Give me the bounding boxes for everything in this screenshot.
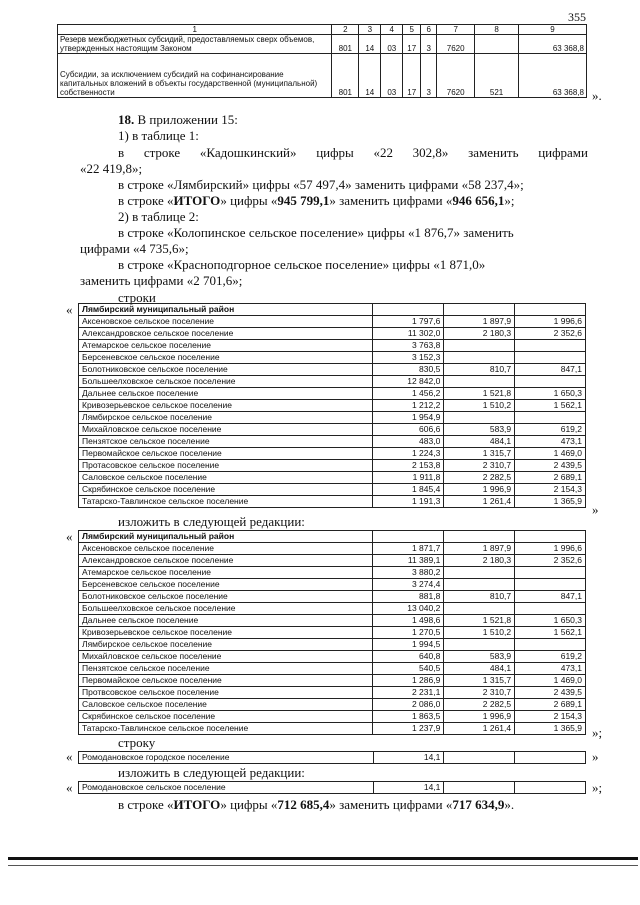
value-cell <box>515 376 586 388</box>
table-row <box>79 782 586 794</box>
value-cell: 2 180,3 <box>444 555 515 567</box>
table-row <box>79 675 586 687</box>
table-row <box>79 567 586 579</box>
cell: 14 <box>359 54 381 98</box>
value-cell: 640,8 <box>373 651 444 663</box>
settlement-name: Большеелховское сельское поселение <box>79 603 373 615</box>
header-cell: 9 <box>519 25 587 35</box>
value-cell: 810,7 <box>444 364 515 376</box>
opening-quote: « <box>66 529 73 544</box>
value-cell <box>444 639 515 651</box>
value-cell: 1 212,2 <box>373 400 444 412</box>
cell: 63 368,8 <box>519 35 587 54</box>
value-cell: 583,9 <box>444 424 515 436</box>
value-cell: 1 315,7 <box>444 448 515 460</box>
value-cell: 14,1 <box>373 782 444 794</box>
old-rows-table <box>78 303 586 508</box>
single-row-old-table <box>78 751 586 764</box>
table-row <box>79 627 586 639</box>
value-cell: 14,1 <box>373 752 444 764</box>
value-cell: 847,1 <box>515 364 586 376</box>
opening-quote: « <box>66 780 73 795</box>
settlement-name: Болотниковское сельское поселение <box>79 364 373 376</box>
table-row <box>79 723 586 735</box>
value-cell: 473,1 <box>515 436 586 448</box>
row-name: Субсидии, за исключением субсидий на софинансирование капитальных вложений в объекты государственной (муниципальной) собственности <box>58 54 332 98</box>
table-row <box>79 352 586 364</box>
value-cell: 1 286,9 <box>373 675 444 687</box>
paragraph-line <box>118 797 514 813</box>
value-cell: 11 302,0 <box>373 328 444 340</box>
settlement-name: Дальнее сельское поселение <box>79 615 373 627</box>
settlement-name: Михайловское сельское поселение <box>79 424 373 436</box>
table-header-row <box>79 304 586 316</box>
value-cell: 1 469,0 <box>515 675 586 687</box>
value-cell: 1 911,8 <box>373 472 444 484</box>
table-row <box>79 364 586 376</box>
settlement-name: Ромодановское городское поселение <box>79 752 374 764</box>
header-cell: 7 <box>437 25 475 35</box>
table-row <box>79 484 586 496</box>
closing-quote: ». <box>592 88 602 103</box>
value-cell: 2 086,0 <box>373 699 444 711</box>
district-header: Лямбирский муниципальный район <box>79 304 373 316</box>
value-cell: 3 763,8 <box>373 340 444 352</box>
item-number: 18. <box>118 112 135 127</box>
cell: 17 <box>403 54 421 98</box>
value-cell: 484,1 <box>444 436 515 448</box>
value-cell: 1 521,8 <box>444 388 515 400</box>
value-cell: 1 996,9 <box>444 711 515 723</box>
table-row <box>79 579 586 591</box>
table-row <box>79 436 586 448</box>
settlement-name: Саловское сельское поселение <box>79 699 373 711</box>
value-cell: 1 562,1 <box>515 627 586 639</box>
value-cell: 2 154,3 <box>515 711 586 723</box>
table-row <box>79 340 586 352</box>
table-row <box>79 651 586 663</box>
value-cell: 1 863,5 <box>373 711 444 723</box>
value-cell: 2 352,6 <box>515 328 586 340</box>
value-cell: 2 352,6 <box>515 555 586 567</box>
value-cell <box>444 603 515 615</box>
settlement-name: Скрябинское сельское поселение <box>79 711 373 723</box>
value-cell: 1 261,4 <box>444 723 515 735</box>
paragraph-line: строку <box>118 735 156 750</box>
value-cell: 2 689,1 <box>515 472 586 484</box>
table-row <box>79 400 586 412</box>
value-cell: 1 954,9 <box>373 412 444 424</box>
paragraph-line: в строке «Красноподгорное сельское поселение» цифры «1 871,0» <box>118 257 486 272</box>
settlement-name: Первомайское сельское поселение <box>79 448 373 460</box>
settlement-name: Александровское сельское поселение <box>79 555 373 567</box>
header-cell: 1 <box>58 25 332 35</box>
cell: 17 <box>403 35 421 54</box>
cell: 521 <box>475 54 519 98</box>
settlement-name: Татарско-Тавлинское сельское поселение <box>79 723 373 735</box>
value-cell <box>515 412 586 424</box>
new-rows-table <box>78 530 586 735</box>
value-cell: 2 231,1 <box>373 687 444 699</box>
value-cell: 1 498,6 <box>373 615 444 627</box>
single-row-new-table <box>78 781 586 794</box>
subitem-2: 2) в таблице 2: <box>118 209 199 224</box>
settlement-name: Лямбирское сельское поселение <box>79 412 373 424</box>
text-part: » заменить цифрами « <box>329 797 453 812</box>
closing-quote: » <box>592 502 599 517</box>
table-row <box>58 35 587 54</box>
value-cell: 1 365,9 <box>515 723 586 735</box>
value-cell <box>444 567 515 579</box>
cell <box>475 35 519 54</box>
value-cell <box>515 567 586 579</box>
value-cell: 1 261,4 <box>444 496 515 508</box>
cell: 801 <box>332 35 359 54</box>
cell: 63 368,8 <box>519 54 587 98</box>
closing-quote: » <box>592 749 599 764</box>
budget-table-header <box>58 25 587 35</box>
empty-cell <box>373 304 444 316</box>
header-cell: 2 <box>332 25 359 35</box>
settlement-name: Болотниковское сельское поселение <box>79 591 373 603</box>
paragraph-line <box>118 193 514 209</box>
cell: 7620 <box>437 54 475 98</box>
header-cell: 6 <box>421 25 437 35</box>
settlement-name: Протвсовское сельское поселение <box>79 687 373 699</box>
value-cell: 1 797,6 <box>373 316 444 328</box>
settlement-name: Лямбирское сельское поселение <box>79 639 373 651</box>
page-divider <box>8 857 638 860</box>
value-cell: 583,9 <box>444 651 515 663</box>
value-cell: 881,8 <box>373 591 444 603</box>
value-cell <box>444 752 515 764</box>
cell: 03 <box>381 35 403 54</box>
value-cell: 2 153,8 <box>373 460 444 472</box>
value-cell: 3 152,3 <box>373 352 444 364</box>
table-row <box>79 699 586 711</box>
table-row <box>79 388 586 400</box>
page-number: 355 <box>568 10 586 24</box>
subitem-1: 1) в таблице 1: <box>118 128 199 143</box>
opening-quote: « <box>66 302 73 317</box>
value-cell: 606,6 <box>373 424 444 436</box>
value-cell: 1 510,2 <box>444 400 515 412</box>
value-cell: 1 191,3 <box>373 496 444 508</box>
value-cell: 619,2 <box>515 651 586 663</box>
value-cell: 1 237,9 <box>373 723 444 735</box>
settlement-name: Первомайское сельское поселение <box>79 675 373 687</box>
value-cell: 484,1 <box>444 663 515 675</box>
opening-quote: « <box>66 749 73 764</box>
table-row <box>79 639 586 651</box>
closing-quote: »; <box>592 780 603 795</box>
settlement-name: Протасовское сельское поселение <box>79 460 373 472</box>
value-cell: 1 562,1 <box>515 400 586 412</box>
cell: 801 <box>332 54 359 98</box>
paragraph-line: цифрами «4 735,6»; <box>80 241 189 256</box>
value-cell <box>515 579 586 591</box>
district-header: Лямбирский муниципальный район <box>79 531 373 543</box>
settlement-name: Александровское сельское поселение <box>79 328 373 340</box>
value-cell <box>515 352 586 364</box>
table-row <box>79 412 586 424</box>
header-cell: 8 <box>475 25 519 35</box>
value-cell <box>444 352 515 364</box>
empty-cell <box>515 304 586 316</box>
table-row <box>79 543 586 555</box>
table-row <box>79 752 586 764</box>
value-cell: 2 439,5 <box>515 460 586 472</box>
value-cell: 2 282,5 <box>444 472 515 484</box>
value-cell: 1 270,5 <box>373 627 444 639</box>
text-part: » заменить цифрами « <box>329 193 453 208</box>
table-row <box>79 472 586 484</box>
text-bold: 712 685,4 <box>277 797 330 812</box>
value-cell <box>444 340 515 352</box>
paragraph-line: изложить в следующей редакции: <box>118 765 305 780</box>
table-row <box>79 460 586 472</box>
settlement-name: Пензятское сельское поселение <box>79 663 373 675</box>
value-cell: 2 282,5 <box>444 699 515 711</box>
table-row <box>79 448 586 460</box>
value-cell <box>444 376 515 388</box>
settlement-name: Саловское сельское поселение <box>79 472 373 484</box>
value-cell: 1 456,2 <box>373 388 444 400</box>
cell: 7620 <box>437 35 475 54</box>
table-row <box>79 591 586 603</box>
text-part: » цифры « <box>220 193 278 208</box>
paragraph-line: заменить цифрами «2 701,6»; <box>80 273 243 288</box>
settlement-name: Михайловское сельское поселение <box>79 651 373 663</box>
page-divider <box>8 865 638 866</box>
value-cell: 1 510,2 <box>444 627 515 639</box>
paragraph-line: в строке «Колопинское сельское поселение» цифры «1 876,7» заменить <box>118 225 514 240</box>
settlement-name: Берсеневское сельское поселение <box>79 352 373 364</box>
empty-cell <box>444 531 515 543</box>
value-cell <box>515 340 586 352</box>
value-cell <box>444 412 515 424</box>
value-cell <box>515 639 586 651</box>
value-cell <box>515 782 586 794</box>
settlement-name: Кривозерьевское сельское поселение <box>79 627 373 639</box>
text-part: » цифры « <box>220 797 278 812</box>
paragraph-line: строки <box>118 290 156 305</box>
text-bold: ИТОГО <box>173 797 221 812</box>
cell: 3 <box>421 54 437 98</box>
text-bold: ИТОГО <box>173 193 221 208</box>
value-cell: 1 315,7 <box>444 675 515 687</box>
settlement-name: Пензятское сельское поселение <box>79 436 373 448</box>
settlement-name: Дальнее сельское поселение <box>79 388 373 400</box>
value-cell: 1 994,5 <box>373 639 444 651</box>
value-cell <box>444 579 515 591</box>
value-cell: 1 650,3 <box>515 388 586 400</box>
value-cell: 1 897,9 <box>444 316 515 328</box>
value-cell: 830,5 <box>373 364 444 376</box>
settlement-name: Татарско-Тавлинское сельское поселение <box>79 496 373 508</box>
value-cell: 11 389,1 <box>373 555 444 567</box>
value-cell: 3 880,2 <box>373 567 444 579</box>
header-cell: 3 <box>359 25 381 35</box>
text-bold: 945 799,1 <box>277 193 330 208</box>
table-row <box>58 54 587 98</box>
text-bold: 717 634,9 <box>452 797 505 812</box>
cell: 3 <box>421 35 437 54</box>
value-cell: 847,1 <box>515 591 586 603</box>
value-cell: 2 439,5 <box>515 687 586 699</box>
table-row <box>79 424 586 436</box>
budget-table <box>57 24 587 98</box>
text-part: »; <box>504 193 515 208</box>
value-cell: 13 040,2 <box>373 603 444 615</box>
value-cell: 1 996,6 <box>515 316 586 328</box>
table-header-row <box>79 531 586 543</box>
settlement-name: Аксеновское сельское поселение <box>79 316 373 328</box>
settlement-name: Скрябинское сельское поселение <box>79 484 373 496</box>
value-cell <box>515 752 586 764</box>
item-text: В приложении 15: <box>137 112 238 127</box>
text-part: в строке « <box>118 193 174 208</box>
value-cell: 619,2 <box>515 424 586 436</box>
empty-cell <box>515 531 586 543</box>
value-cell: 1 996,9 <box>444 484 515 496</box>
value-cell: 1 365,9 <box>515 496 586 508</box>
table-row <box>79 496 586 508</box>
value-cell: 2 689,1 <box>515 699 586 711</box>
value-cell: 810,7 <box>444 591 515 603</box>
cell: 03 <box>381 54 403 98</box>
table-row <box>79 687 586 699</box>
paragraph-line: в строке «Лямбирский» цифры «57 497,4» заменить цифрами «58 237,4»; <box>118 177 524 192</box>
text-bold: 946 656,1 <box>452 193 505 208</box>
settlement-name: Берсеневское сельское поселение <box>79 579 373 591</box>
value-cell: 12 842,0 <box>373 376 444 388</box>
table-row <box>79 663 586 675</box>
value-cell: 1 521,8 <box>444 615 515 627</box>
paragraph-line: в строке «Кадошкинский» цифры «22 302,8» заменить цифрами <box>118 145 588 160</box>
value-cell: 2 180,3 <box>444 328 515 340</box>
settlement-name: Атемарское сельское поселение <box>79 567 373 579</box>
paragraph-line: изложить в следующей редакции: <box>118 514 305 529</box>
empty-cell <box>373 531 444 543</box>
value-cell <box>515 603 586 615</box>
value-cell: 2 310,7 <box>444 687 515 699</box>
cell: 14 <box>359 35 381 54</box>
settlement-name: Ромодановское сельское поселение <box>79 782 374 794</box>
settlement-name: Большеелховское сельское поселение <box>79 376 373 388</box>
table-row <box>79 328 586 340</box>
table-row <box>79 615 586 627</box>
table-row <box>79 316 586 328</box>
table-row <box>79 711 586 723</box>
row-name: Резерв межбюджетных субсидий, предоставляемых сверх объемов, утвержденных настоящим Законом <box>58 35 332 54</box>
text-part: ». <box>504 797 515 812</box>
item-18 <box>118 112 238 128</box>
value-cell: 1 469,0 <box>515 448 586 460</box>
text-part: в строке « <box>118 797 174 812</box>
closing-quote: »; <box>592 725 603 740</box>
value-cell: 2 310,7 <box>444 460 515 472</box>
settlement-name: Атемарское сельское поселение <box>79 340 373 352</box>
value-cell: 1 897,9 <box>444 543 515 555</box>
settlement-name: Аксеновское сельское поселение <box>79 543 373 555</box>
value-cell: 1 845,4 <box>373 484 444 496</box>
value-cell: 3 274,4 <box>373 579 444 591</box>
value-cell: 473,1 <box>515 663 586 675</box>
table-row <box>79 603 586 615</box>
settlement-name: Кривозерьевское сельское поселение <box>79 400 373 412</box>
value-cell: 1 996,6 <box>515 543 586 555</box>
header-cell: 5 <box>403 25 421 35</box>
value-cell: 540,5 <box>373 663 444 675</box>
value-cell: 1 871,7 <box>373 543 444 555</box>
value-cell: 1 650,3 <box>515 615 586 627</box>
header-cell: 4 <box>381 25 403 35</box>
value-cell: 1 224,3 <box>373 448 444 460</box>
value-cell: 483,0 <box>373 436 444 448</box>
paragraph-line: «22 419,8»; <box>80 161 143 176</box>
table-row <box>79 376 586 388</box>
table-row <box>79 555 586 567</box>
empty-cell <box>444 304 515 316</box>
value-cell: 2 154,3 <box>515 484 586 496</box>
value-cell <box>444 782 515 794</box>
